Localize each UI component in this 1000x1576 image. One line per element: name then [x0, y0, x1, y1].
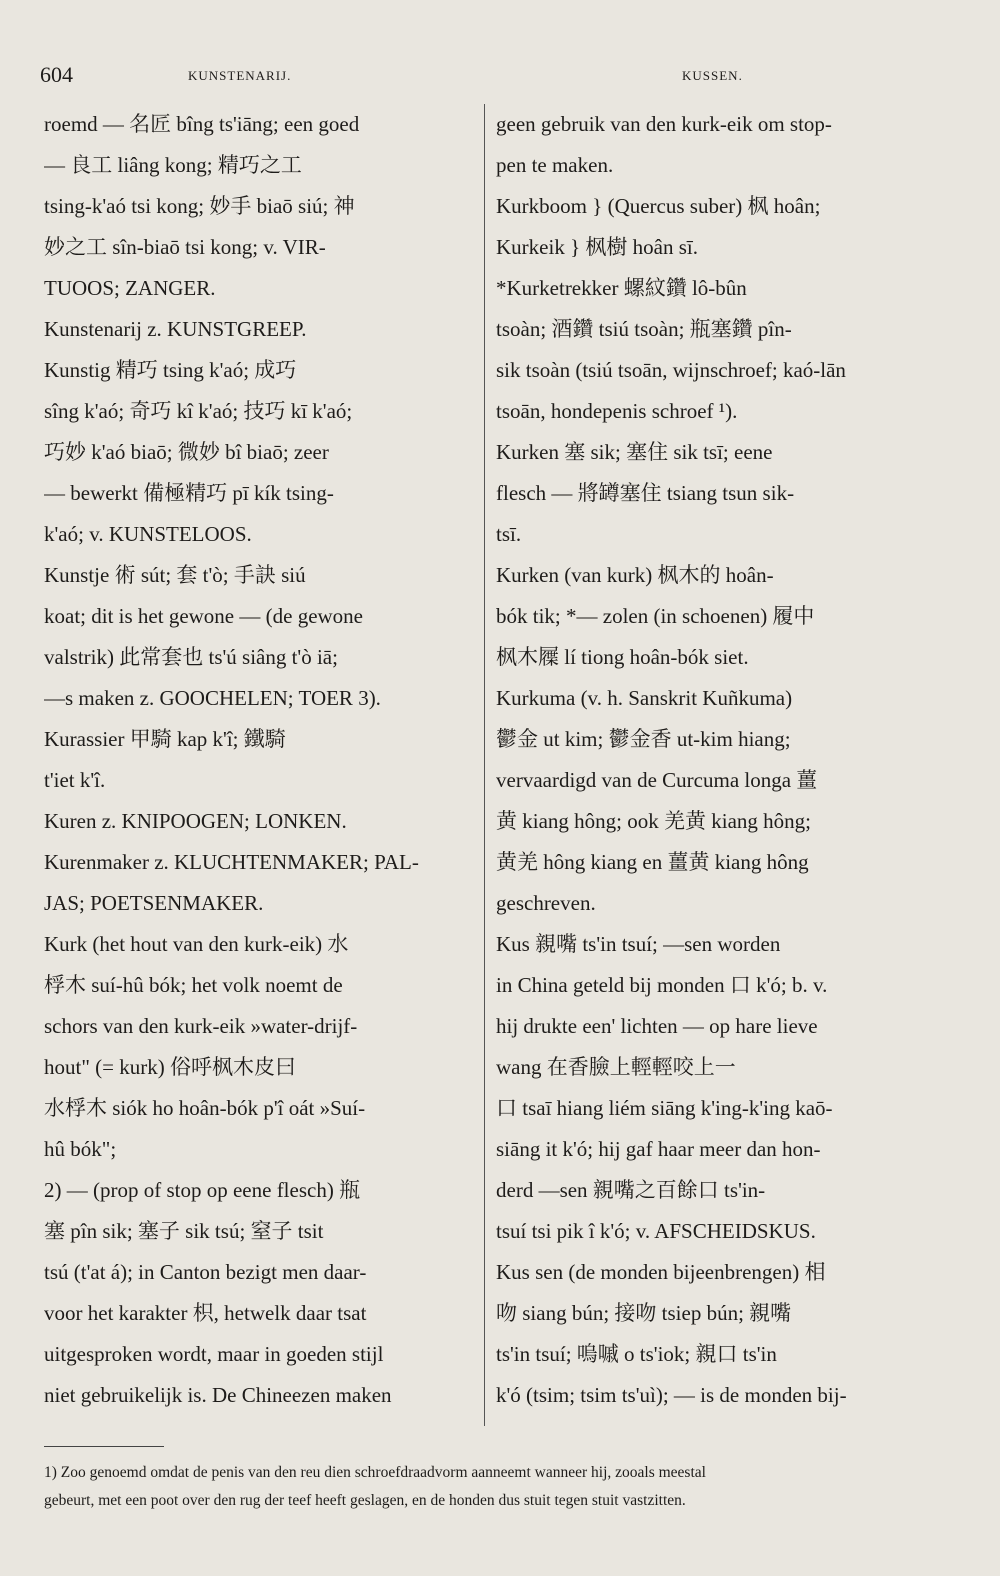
running-head-right: KUSSEN.: [682, 68, 743, 83]
text-line: bók tik; *— zolen (in schoenen) 履中: [496, 604, 815, 628]
text-line: niet gebruikelijk is. De Chineezen maken: [44, 1383, 392, 1407]
text-line: — bewerkt 備極精巧 pī kík tsing-: [44, 481, 334, 505]
text-line: vervaardigd van de Curcuma longa 薑: [496, 768, 818, 792]
text-line: Kurenmaker z. KLUCHTENMAKER; PAL-: [44, 850, 419, 874]
column-divider: [484, 104, 485, 1426]
text-line: tsú (t'at á); in Canton bezigt men daar-: [44, 1260, 367, 1284]
text-line: 吻 siang bún; 接吻 tsiep bún; 親嘴: [496, 1301, 792, 1325]
text-line: 口 tsaī hiang liém siāng k'ing-k'ing kaō-: [496, 1096, 833, 1120]
text-line: uitgesproken wordt, maar in goeden stijl: [44, 1342, 384, 1366]
text-line: tsuí tsi pik î k'ó; v. AFSCHEIDSKUS.: [496, 1219, 816, 1243]
text-line: Kunstig 精巧 tsing k'aó; 成巧: [44, 358, 297, 382]
running-head-left: KUNSTENARIJ.: [188, 68, 292, 83]
text-line: in China geteld bij monden 口 k'ó; b. v.: [496, 973, 828, 997]
text-line: Kus sen (de monden bijeenbrengen) 相: [496, 1260, 826, 1284]
text-line: Kurkboom } (Quercus suber) 枫 hoân;: [496, 194, 821, 218]
text-line: koat; dit is het gewone — (de gewone: [44, 604, 363, 628]
text-line: Kurkuma (v. h. Sanskrit Kuñkuma): [496, 686, 793, 710]
text-line: t'iet k'î.: [44, 768, 106, 792]
text-line: 枫木屧 lí tiong hoân-bók siet.: [496, 645, 749, 669]
text-line: wang 在香臉上輕輕咬上一: [496, 1055, 736, 1079]
text-line: —s maken z. GOOCHELEN; TOER 3).: [44, 686, 381, 710]
text-line: schors van den kurk-eik »water-drijf-: [44, 1014, 358, 1038]
text-line: 妙之工 sîn-biaō tsi kong; v. VIR-: [44, 235, 326, 259]
text-line: *Kurketrekker 螺紋鑽 lô-bûn: [496, 276, 747, 300]
text-line: siāng it k'ó; hij gaf haar meer dan hon-: [496, 1137, 821, 1161]
text-line: voor het karakter 枳, hetwelk daar tsat: [44, 1301, 367, 1325]
text-line: hij drukte een' lichten — op hare lieve: [496, 1014, 818, 1038]
text-line: hout" (= kurk) 俗呼枫木皮曰: [44, 1055, 296, 1079]
text-line: hû bók";: [44, 1137, 117, 1161]
text-line: Kuren z. KNIPOOGEN; LONKEN.: [44, 809, 347, 833]
text-line: Kunstje 術 sút; 套 t'ò; 手訣 siú: [44, 563, 306, 587]
text-line: geschreven.: [496, 891, 596, 915]
text-line: 黄 kiang hông; ook 羌黄 kiang hông;: [496, 809, 811, 833]
text-line: tsing-k'aó tsi kong; 妙手 biaō siú; 神: [44, 194, 355, 218]
text-line: ts'in tsuí; 嗚嘁 o ts'iok; 親口 ts'in: [496, 1342, 777, 1366]
text-line: pen te maken.: [496, 153, 614, 177]
text-line: Kus 親嘴 ts'in tsuí; —sen worden: [496, 932, 781, 956]
text-line: roemd — 名匠 bîng ts'iāng; een goed: [44, 112, 360, 136]
text-line: derd —sen 親嘴之百餘口 ts'in-: [496, 1178, 766, 1202]
text-line: 桴木 suí-hû bók; het volk noemt de: [44, 973, 343, 997]
text-line: geen gebruik van den kurk-eik om stop-: [496, 112, 832, 136]
page-number: 604: [40, 62, 73, 87]
text-line: JAS; POETSENMAKER.: [44, 891, 264, 915]
text-line: tsoàn; 酒鑽 tsiú tsoàn; 瓶塞鑽 pîn-: [496, 317, 792, 341]
footnote-rule: [44, 1446, 164, 1447]
text-line: sik tsoàn (tsiú tsoān, wijnschroef; kaó-lān: [496, 358, 846, 382]
footnote-line: gebeurt, met een poot over den rug der teef heeft geslagen, en de honden dus stuit tegen stuit vastzitten.: [44, 1492, 686, 1509]
footnote-line: 1) Zoo genoemd omdat de penis van den reu dien schroefdraadvorm aanneemt wanneer hij, zooals meestal: [44, 1464, 706, 1481]
text-line: k'aó; v. KUNSTELOOS.: [44, 522, 252, 546]
text-line: Kurken 塞 sik; 塞住 sik tsī; eene: [496, 440, 773, 464]
text-line: tsoān, hondepenis schroef ¹).: [496, 399, 738, 423]
text-line: sîng k'aó; 奇巧 kî k'aó; 技巧 kī k'aó;: [44, 399, 353, 423]
text-line: 黄羌 hông kiang en 薑黄 kiang hông: [496, 850, 809, 874]
text-line: flesch — 將罇塞住 tsiang tsun sik-: [496, 481, 795, 505]
text-line: Kurkeik } 枫樹 hoân sī.: [496, 235, 698, 259]
text-line: TUOOS; ZANGER.: [44, 276, 216, 300]
text-line: Kurk (het hout van den kurk-eik) 水: [44, 932, 349, 956]
text-line: 2) — (prop of stop op eene flesch) 瓶: [44, 1178, 361, 1202]
text-line: 水桴木 siók ho hoân-bók p'î oát »Suí-: [44, 1096, 366, 1120]
text-line: Kurken (van kurk) 枫木的 hoân-: [496, 563, 774, 587]
text-line: k'ó (tsim; tsim ts'uì); — is de monden bij-: [496, 1383, 847, 1407]
text-line: Kurassier 甲騎 kap k'î; 鐵騎: [44, 727, 286, 751]
text-line: 塞 pîn sik; 塞子 sik tsú; 窒子 tsit: [44, 1219, 324, 1243]
text-line: 巧妙 k'aó biaō; 微妙 bî biaō; zeer: [44, 440, 329, 464]
text-line: — 良工 liâng kong; 精巧之工: [44, 153, 302, 177]
text-line: tsī.: [496, 522, 522, 546]
text-line: 鬱金 ut kim; 鬱金香 ut-kim hiang;: [496, 727, 791, 751]
text-line: Kunstenarij z. KUNSTGREEP.: [44, 317, 307, 341]
text-line: valstrik) 此常套也 ts'ú siâng t'ò iā;: [44, 645, 338, 669]
